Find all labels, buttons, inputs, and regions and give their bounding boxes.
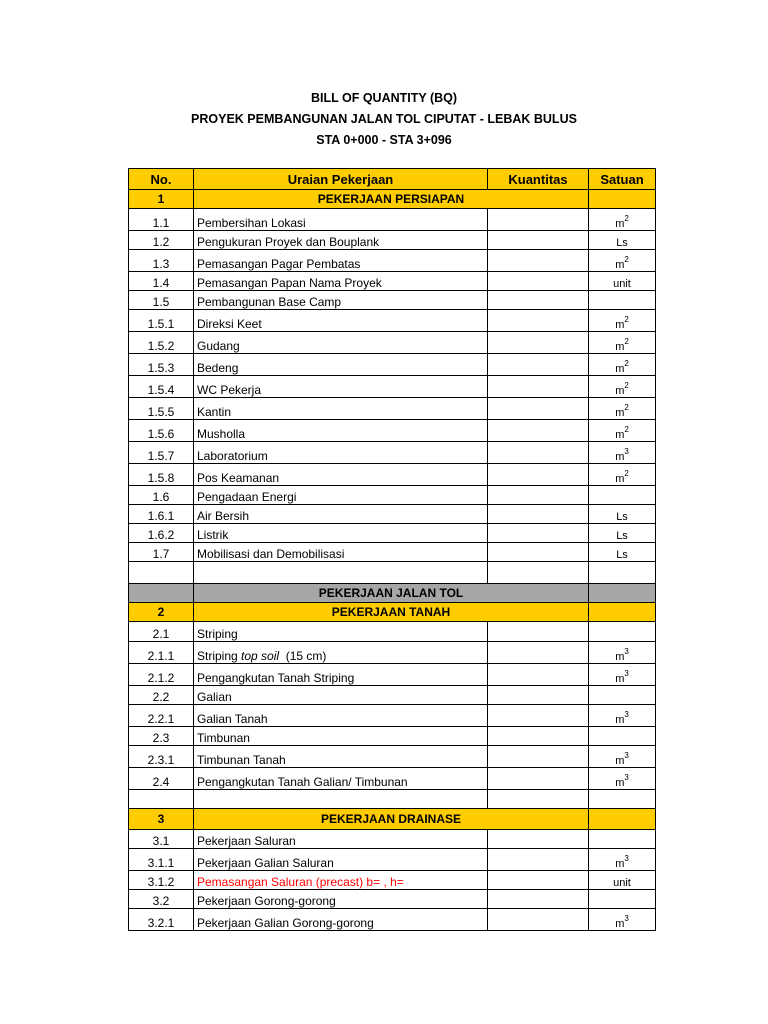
unit-text: m <box>615 341 625 353</box>
item-number: 1.6 <box>129 486 194 505</box>
item-quantity <box>488 790 589 809</box>
table-row <box>129 354 656 376</box>
bill-of-quantity-table <box>128 168 656 931</box>
item-quantity <box>488 209 589 231</box>
item-number: 2.3.1 <box>129 746 194 768</box>
unit-exponent: 2 <box>624 381 629 391</box>
item-description: Gudang <box>194 332 488 354</box>
header-no: No. <box>129 169 194 190</box>
item-number: 1.3 <box>129 250 194 272</box>
section-row <box>129 603 656 622</box>
item-unit <box>589 442 656 464</box>
table-row <box>129 332 656 354</box>
section-row <box>129 190 656 209</box>
item-description: Direksi Keet <box>194 310 488 332</box>
title-line-3: STA 0+000 - STA 3+096 <box>316 133 452 147</box>
unit-text: m <box>615 385 625 397</box>
item-unit <box>589 209 656 231</box>
item-description: PEKERJAAN JALAN TOL <box>194 584 589 603</box>
header-quantity: Kuantitas <box>488 169 589 190</box>
item-description <box>194 790 488 809</box>
item-description <box>194 642 488 664</box>
unit-exponent: 3 <box>624 751 629 761</box>
item-quantity <box>488 464 589 486</box>
unit-exponent: 3 <box>624 773 629 783</box>
item-quantity <box>488 272 589 291</box>
table-row <box>129 686 656 705</box>
table-row <box>129 890 656 909</box>
item-unit <box>589 603 656 622</box>
item-description: Pemasangan Pagar Pembatas <box>194 250 488 272</box>
title-line-2: PROYEK PEMBANGUNAN JALAN TOL CIPUTAT - LEBAK BULUS <box>191 112 577 126</box>
unit-text: Ls <box>616 549 628 561</box>
item-unit <box>589 231 656 250</box>
item-quantity <box>488 442 589 464</box>
table-row <box>129 830 656 849</box>
item-number: 2.2 <box>129 686 194 705</box>
item-unit <box>589 505 656 524</box>
item-description: Pekerjaan Saluran <box>194 830 488 849</box>
unit-text: unit <box>613 278 631 290</box>
unit-text: m <box>615 473 625 485</box>
item-unit <box>589 890 656 909</box>
table-row <box>129 705 656 727</box>
unit-exponent: 2 <box>624 469 629 479</box>
item-description: WC Pekerja <box>194 376 488 398</box>
item-number: 3.1.1 <box>129 849 194 871</box>
item-number: 2.2.1 <box>129 705 194 727</box>
table-row <box>129 231 656 250</box>
item-unit <box>589 376 656 398</box>
item-quantity <box>488 310 589 332</box>
description-suffix: (15 cm) <box>279 649 327 663</box>
item-number: 1.5.5 <box>129 398 194 420</box>
unit-exponent: 3 <box>624 854 629 864</box>
item-unit <box>589 486 656 505</box>
table-row <box>129 543 656 562</box>
item-number: 3.2 <box>129 890 194 909</box>
item-quantity <box>488 354 589 376</box>
item-number: 3.1.2 <box>129 871 194 890</box>
item-description: Pos Keamanan <box>194 464 488 486</box>
table-row <box>129 398 656 420</box>
unit-text: m <box>615 407 625 419</box>
item-number: 1.5.1 <box>129 310 194 332</box>
item-quantity <box>488 890 589 909</box>
table-row <box>129 664 656 686</box>
unit-text: m <box>615 858 625 870</box>
unit-text: m <box>615 755 625 767</box>
table-row <box>129 849 656 871</box>
item-quantity <box>488 705 589 727</box>
table-row <box>129 310 656 332</box>
item-description <box>194 562 488 584</box>
item-unit <box>589 746 656 768</box>
item-description: Listrik <box>194 524 488 543</box>
item-unit <box>589 332 656 354</box>
item-unit <box>589 830 656 849</box>
unit-exponent: 3 <box>624 669 629 679</box>
unit-exponent: 2 <box>624 214 629 224</box>
item-unit <box>589 909 656 931</box>
item-unit <box>589 190 656 209</box>
item-number: 1.6.2 <box>129 524 194 543</box>
header-description: Uraian Pekerjaan <box>194 169 488 190</box>
header-unit: Satuan <box>589 169 656 190</box>
table-body <box>129 190 656 931</box>
item-quantity <box>488 664 589 686</box>
item-number: 2.4 <box>129 768 194 790</box>
item-quantity <box>488 376 589 398</box>
description-text: Striping <box>197 649 242 663</box>
unit-text: m <box>615 218 625 230</box>
item-quantity <box>488 727 589 746</box>
unit-text: m <box>615 451 625 463</box>
item-number: 2.1.1 <box>129 642 194 664</box>
item-description: Galian <box>194 686 488 705</box>
unit-exponent: 3 <box>624 647 629 657</box>
item-description: Pekerjaan Galian Gorong-gorong <box>194 909 488 931</box>
item-description: Laboratorium <box>194 442 488 464</box>
table-row <box>129 642 656 664</box>
group-row <box>129 584 656 603</box>
item-description: Timbunan Tanah <box>194 746 488 768</box>
item-number: 2.1.2 <box>129 664 194 686</box>
table-row <box>129 209 656 231</box>
item-quantity <box>488 849 589 871</box>
item-description: Air Bersih <box>194 505 488 524</box>
table-row <box>129 622 656 642</box>
item-unit <box>589 543 656 562</box>
item-number <box>129 790 194 809</box>
item-quantity <box>488 524 589 543</box>
unit-exponent: 2 <box>624 337 629 347</box>
item-unit <box>589 727 656 746</box>
unit-text: m <box>615 714 625 726</box>
item-unit <box>589 705 656 727</box>
item-quantity <box>488 746 589 768</box>
item-quantity <box>488 686 589 705</box>
document-title-block <box>0 88 768 151</box>
item-quantity <box>488 909 589 931</box>
item-quantity <box>488 642 589 664</box>
item-description: Pekerjaan Gorong-gorong <box>194 890 488 909</box>
item-number: 3 <box>129 809 194 830</box>
table-row <box>129 250 656 272</box>
item-description: PEKERJAAN TANAH <box>194 603 589 622</box>
item-description: Musholla <box>194 420 488 442</box>
item-unit <box>589 398 656 420</box>
unit-text: m <box>615 673 625 685</box>
table-row <box>129 486 656 505</box>
item-description: Pemasangan Saluran (precast) b= , h= <box>194 871 488 890</box>
item-description: Galian Tanah <box>194 705 488 727</box>
item-number: 1.5.8 <box>129 464 194 486</box>
item-quantity <box>488 505 589 524</box>
table-row <box>129 272 656 291</box>
item-quantity <box>488 543 589 562</box>
unit-exponent: 2 <box>624 315 629 325</box>
item-quantity <box>488 830 589 849</box>
item-description: Mobilisasi dan Demobilisasi <box>194 543 488 562</box>
item-quantity <box>488 622 589 642</box>
table-row <box>129 376 656 398</box>
item-quantity <box>488 332 589 354</box>
table-row <box>129 871 656 890</box>
item-unit <box>589 686 656 705</box>
table-row <box>129 524 656 543</box>
description-italic: top soil <box>241 649 280 663</box>
table-row <box>129 291 656 310</box>
item-description: Pembangunan Base Camp <box>194 291 488 310</box>
unit-exponent: 3 <box>624 914 629 924</box>
item-description: Bedeng <box>194 354 488 376</box>
table-row <box>129 442 656 464</box>
item-description: Pembersihan Lokasi <box>194 209 488 231</box>
item-unit <box>589 790 656 809</box>
blank-row <box>129 562 656 584</box>
item-unit <box>589 664 656 686</box>
item-number: 1.5.3 <box>129 354 194 376</box>
item-number: 2.3 <box>129 727 194 746</box>
item-quantity <box>488 250 589 272</box>
item-unit <box>589 871 656 890</box>
item-unit <box>589 584 656 603</box>
item-quantity <box>488 486 589 505</box>
unit-text: m <box>615 777 625 789</box>
item-number: 1.2 <box>129 231 194 250</box>
table-row <box>129 746 656 768</box>
item-unit <box>589 354 656 376</box>
table-row <box>129 727 656 746</box>
item-number: 1.5.2 <box>129 332 194 354</box>
item-number: 1.1 <box>129 209 194 231</box>
unit-text: Ls <box>616 530 628 542</box>
item-number: 3.1 <box>129 830 194 849</box>
item-description: Pemasangan Papan Nama Proyek <box>194 272 488 291</box>
item-unit <box>589 420 656 442</box>
item-unit <box>589 272 656 291</box>
item-description: Timbunan <box>194 727 488 746</box>
unit-exponent: 2 <box>624 425 629 435</box>
item-number: 2.1 <box>129 622 194 642</box>
unit-exponent: 2 <box>624 255 629 265</box>
item-description: PEKERJAAN DRAINASE <box>194 809 589 830</box>
item-number <box>129 562 194 584</box>
item-quantity <box>488 871 589 890</box>
item-number: 1.5.4 <box>129 376 194 398</box>
item-quantity <box>488 231 589 250</box>
unit-text: m <box>615 429 625 441</box>
item-number: 1.5.7 <box>129 442 194 464</box>
item-unit <box>589 250 656 272</box>
item-description: Pengangkutan Tanah Galian/ Timbunan <box>194 768 488 790</box>
item-quantity <box>488 420 589 442</box>
table-row <box>129 768 656 790</box>
unit-exponent: 3 <box>624 447 629 457</box>
unit-text: m <box>615 319 625 331</box>
item-number: 1.5.6 <box>129 420 194 442</box>
unit-text: m <box>615 651 625 663</box>
unit-text: m <box>615 363 625 375</box>
item-description: Pengangkutan Tanah Striping <box>194 664 488 686</box>
item-unit <box>589 310 656 332</box>
unit-exponent: 2 <box>624 359 629 369</box>
table-row <box>129 464 656 486</box>
unit-text: m <box>615 259 625 271</box>
item-number: 3.2.1 <box>129 909 194 931</box>
blank-row <box>129 790 656 809</box>
item-description: PEKERJAAN PERSIAPAN <box>194 190 589 209</box>
item-unit <box>589 642 656 664</box>
unit-text: Ls <box>616 511 628 523</box>
item-description: Pengadaan Energi <box>194 486 488 505</box>
section-row <box>129 809 656 830</box>
item-quantity <box>488 562 589 584</box>
item-quantity <box>488 291 589 310</box>
unit-exponent: 3 <box>624 710 629 720</box>
item-unit <box>589 562 656 584</box>
item-description: Kantin <box>194 398 488 420</box>
item-description: Striping <box>194 622 488 642</box>
item-number: 1.5 <box>129 291 194 310</box>
item-number: 1.4 <box>129 272 194 291</box>
item-description: Pengukuran Proyek dan Bouplank <box>194 231 488 250</box>
table-row <box>129 420 656 442</box>
item-number: 1.6.1 <box>129 505 194 524</box>
unit-text: unit <box>613 877 631 889</box>
item-unit <box>589 464 656 486</box>
table-row <box>129 909 656 931</box>
title-line-1: BILL OF QUANTITY (BQ) <box>310 91 458 105</box>
item-unit <box>589 524 656 543</box>
unit-exponent: 2 <box>624 403 629 413</box>
unit-text: Ls <box>616 237 628 249</box>
item-description: Pekerjaan Galian Saluran <box>194 849 488 871</box>
table-header-row <box>129 169 656 190</box>
item-unit <box>589 849 656 871</box>
item-unit <box>589 622 656 642</box>
item-number: 1.7 <box>129 543 194 562</box>
table-row <box>129 505 656 524</box>
item-number: 1 <box>129 190 194 209</box>
unit-text: m <box>615 918 625 930</box>
item-unit <box>589 768 656 790</box>
item-unit <box>589 809 656 830</box>
item-unit <box>589 291 656 310</box>
item-number <box>129 584 194 603</box>
item-quantity <box>488 768 589 790</box>
item-number: 2 <box>129 603 194 622</box>
item-quantity <box>488 398 589 420</box>
